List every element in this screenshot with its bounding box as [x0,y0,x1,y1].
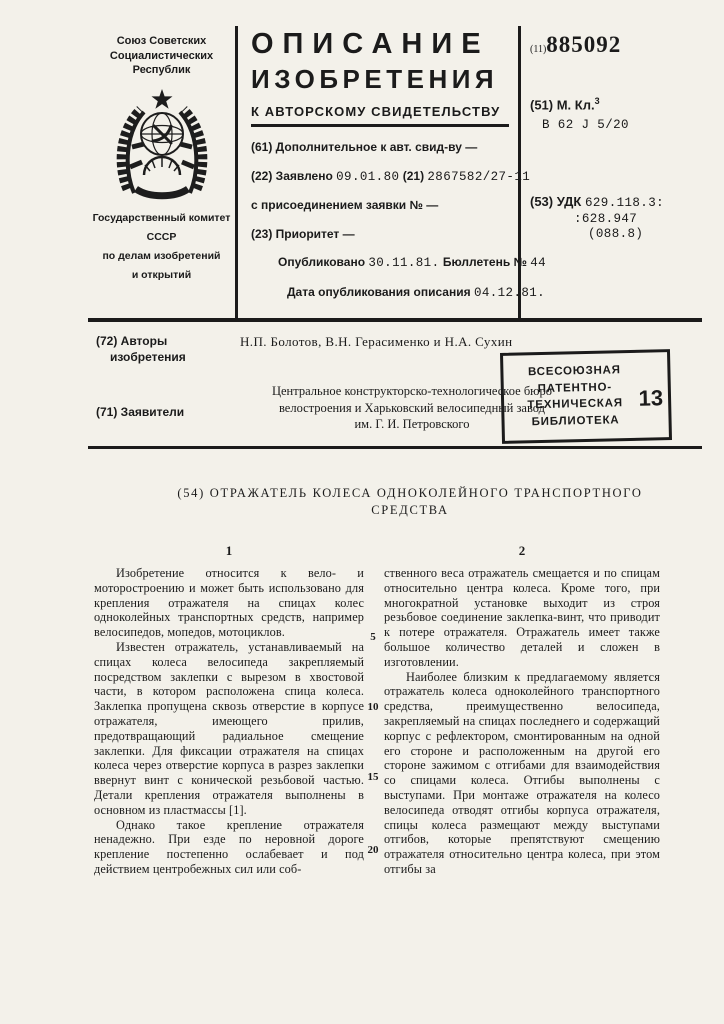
header-right-column [521,26,702,318]
udc-label: (53) УДК [530,194,582,210]
stamp-line: ВСЕСОЮЗНАЯ [527,364,621,379]
field-description-date [251,284,546,301]
published-label: Опубликовано [278,255,366,269]
union-name-line: Республик [132,64,191,76]
column-1-number: 1 [225,543,233,558]
invention-title [130,485,690,518]
committee-line: Государственный комитет [92,211,231,224]
doc-type-title-2: ИЗОБРЕТЕНИЯ [251,64,499,94]
publication-date: 30.11.81. [368,256,440,270]
authors-label-line1: (72) Авторы [96,334,168,348]
doc-type-title: ОПИСАНИЕ [251,28,490,60]
field-61-text: (61) Дополнительное к авт. свид-ву — [251,140,478,154]
udc-block [530,194,702,210]
ipc-label: (51) М. Кл. [530,97,595,113]
field-61 [251,140,518,155]
body-column-2 [384,543,660,877]
application-number: 2867582/27-11 [427,169,531,184]
committee-name [88,209,235,285]
union-name [88,34,235,78]
bulletin-label: Бюллетень № [442,255,527,269]
ipc-class-value: В 62 J 5/20 [542,118,629,133]
body-column-1 [94,543,364,877]
header-left-column [88,26,235,318]
invention-title-line1: (54) ОТРАЖАТЕЛЬ КОЛЕСА ОДНОКОЛЕЙНОГО ТРАНСПОРТНОГО [177,486,643,500]
authors-names: Н.П. Болотов, В.Н. Герасименко и Н.А. Сухин [240,334,513,349]
applicants-line: велостроения и Харьковский велосипедный завод [278,400,546,415]
union-name-line: Социалистических [109,49,214,62]
paragraph: Известен отражатель, устанавливаемый на спицах колеса велосипеда закрепляемый посредством заклепки с вырезом в хвостовой части, в котором расположена спица колеса. Заклепка пропущена сквозь отверстие в корпусе отражателя, имеющего прилив, предотвращающий радиальное смещение заклепки. Для фиксации отражателя на спицах колеса через отверстие корпуса в разрез заклепки ввернут винт с конической резьбовой частью. Детали крепления отражателя выполнены в основном из пластмассы [1]. [94,639,364,817]
stamp-line: ПАТЕНТНО- [537,380,613,395]
field-22-21 [251,168,531,185]
header-middle-column [235,26,547,318]
ipc-sup: 3 [594,96,600,106]
description-date-label: Дата опубликования описания [287,284,471,299]
attachment-text: с присоединением заявки № — [251,198,439,212]
stamp-line: БИБЛИОТЕКА [531,413,620,428]
stamp-number: 13 [638,385,664,411]
field-attachment [251,198,518,213]
authors-label [96,333,186,365]
header-divider-rule [88,318,702,322]
invention-title-line2: СРЕДСТВА [371,502,449,517]
field-21-label: (21) [402,168,425,183]
document-number-block [530,32,702,58]
field-22-label: (22) Заявлено [251,168,333,183]
authors-label-line2: изобретения [110,350,186,364]
applicants-line: им. Г. И. Петровского [354,417,470,431]
document-header [88,26,702,318]
bibliographic-fields [251,140,547,301]
field-23 [251,227,518,242]
line-number: 15 [367,771,379,783]
union-name-line: Союз Советских [116,35,207,47]
committee-line: и открытий [131,268,192,281]
column-2-number: 2 [518,543,526,558]
library-stamp [500,349,672,444]
priority-text: (23) Приоритет — [251,226,355,241]
description-date: 04.12.81. [473,285,546,300]
paragraph: Однако такое крепление отражателя ненадежно. При езде по неровной дороге крепление постепенно ослабевает и под действием центробежных сил или соб- [94,817,364,876]
committee-line: СССР [146,230,177,243]
stamp-line: ТЕХНИЧЕСКАЯ [527,397,623,412]
applicants-line: Центральное конструкторско-технологическое бюро [271,384,553,398]
line-number: 20 [367,844,379,856]
field-published [251,255,547,271]
paragraph: Наиболее близким к предлагаемому является отражатель колеса одноколейного транспортного средства, преимущественно велосипеда, закрепляемый на спицах последнего и содержащий корпус с рефлектором, смонтированным на одной его стороне и расположенным на другой его стороне зажимом с отгибами для взаимодействия со спицами колеса. Отгибы выполнены с выступами. При монтаже отражателя на колесо велосипеда отводят отгибы корпуса отражателя, спицы колеса размещают между выступами отгибов, которые препятствуют смещению отражателя относительно центра колеса, при этом отгибы за [384,669,660,876]
filing-date: 09.01.80 [336,169,400,184]
patent-number: 885092 [546,32,622,57]
bulletin-number: 44 [530,256,547,270]
udc-value-2: :628.947 [574,212,638,227]
doc-type-subtitle: К АВТОРСКОМУ СВИДЕТЕЛЬСТВУ [251,104,509,127]
udc-value-3: (088.8) [588,227,644,242]
paragraph: Изобретение относится к вело- и моторостроению и может быть использовано для крепления отражателя на спицах колес одноколейных транспортных средств, например велосипедов, мопедов, мотоциклов. [94,566,364,640]
applicants-label: (71) Заявители [96,405,185,419]
number-prefix: (11) [530,44,547,55]
section-divider-rule [88,446,702,449]
committee-line: по делам изобретений [102,249,221,262]
line-number: 5 [370,631,376,643]
ipc-class-label [530,96,702,112]
ussr-emblem-icon [113,87,211,203]
line-number: 10 [367,701,379,713]
udc-value: 629.118.3: [584,196,664,211]
paragraph: ственного веса отражатель смещается и по спицам относительно центра колеса. Кроме того, при многократной установке выходит из строя резьбовое соединение заклепка-винт, что приводит к потере отражателя. Отражатель имеет также большое количество деталей и сложен в изготовлении. [384,566,660,669]
